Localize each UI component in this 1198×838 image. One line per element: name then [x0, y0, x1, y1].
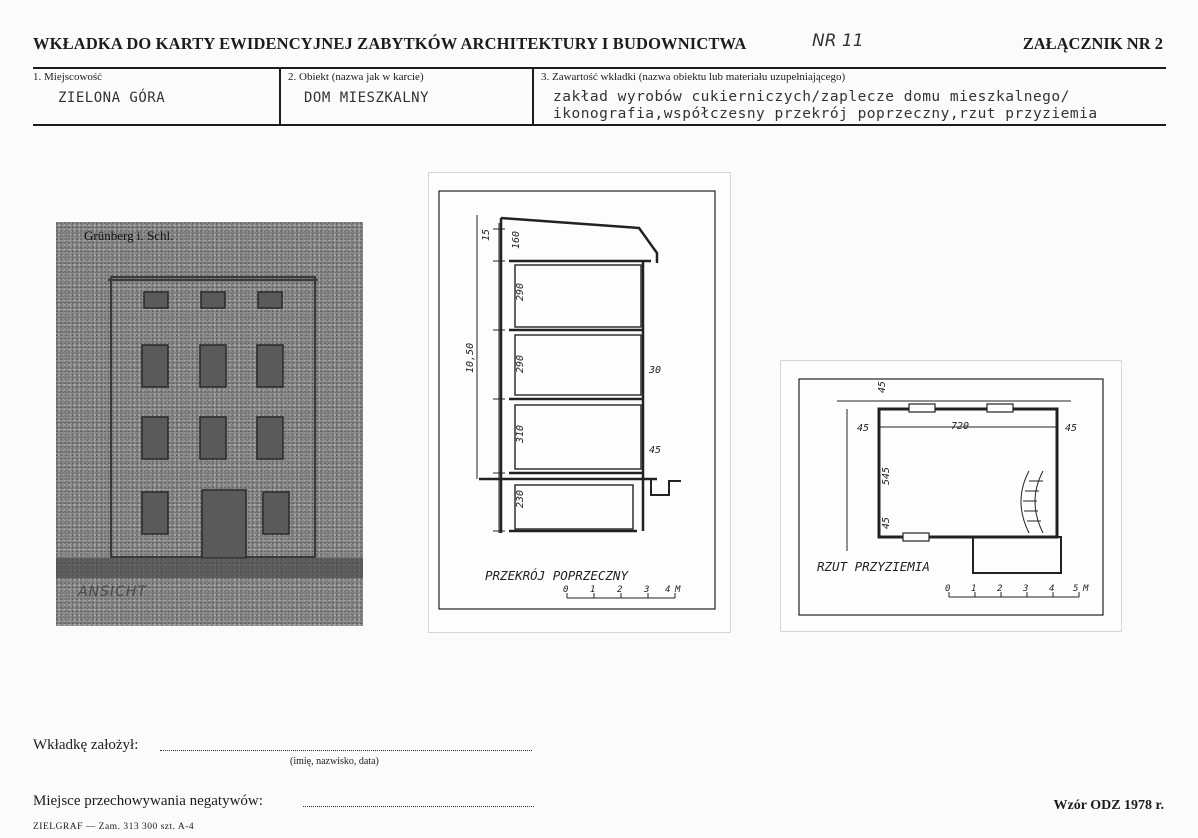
scale-3: 3 — [644, 585, 650, 595]
scale-0: 0 — [563, 585, 569, 595]
dim-30: 30 — [649, 365, 662, 376]
scale-unit: M — [675, 585, 681, 595]
window — [201, 292, 225, 308]
historic-photo — [56, 222, 363, 626]
created-by-hint: (imię, nazwisko, data) — [290, 756, 379, 767]
window — [200, 417, 226, 459]
printer-note: ZIELGRAF — Zam. 313 300 szt. A-4 — [33, 822, 195, 832]
handwritten-number: NR 11 — [812, 31, 864, 51]
dim-230: 230 — [515, 489, 526, 508]
ground-plan-drawing — [780, 360, 1122, 632]
created-by-label: Wkładkę założył: — [33, 737, 139, 753]
content-line-1: zakład wyrobów cukierniczych/zaplecze domu mieszkalnego/ — [553, 89, 1070, 105]
plan-scale-1: 1 — [971, 584, 977, 594]
object-label: 2. Obiekt (nazwa jak w karcie) — [288, 71, 424, 83]
window — [144, 292, 168, 308]
plan-scale-0: 0 — [945, 584, 951, 594]
header-rule-top — [33, 67, 1166, 69]
window — [257, 417, 283, 459]
plan-scale-2: 2 — [997, 584, 1003, 594]
dim-160: 160 — [511, 230, 522, 249]
negatives-storage-label: Miejsce przechowywania negatywów: — [33, 793, 263, 809]
plan-scale-5: 5 — [1073, 584, 1079, 594]
created-by-field[interactable] — [160, 750, 532, 751]
dim-45: 45 — [649, 445, 662, 456]
photo-caption: Grünberg i. Schl. — [84, 228, 174, 243]
dim-15: 15 — [481, 228, 492, 241]
plan-scale-4: 4 — [1049, 584, 1055, 594]
form-model: Wzór ODZ 1978 r. — [1053, 798, 1164, 813]
cross-section-lines — [429, 173, 730, 632]
cross-section-drawing — [428, 172, 731, 633]
form-title: WKŁADKA DO KARTY EWIDENCYJNEJ ZABYTKÓW ARCHITEKTURY I BUDOWNICTWA — [33, 34, 747, 53]
window — [263, 492, 289, 534]
locality-label: 1. Miejscowość — [33, 71, 103, 83]
attachment-number: ZAŁĄCZNIK NR 2 — [1022, 34, 1163, 53]
content-label: 3. Zawartość wkładki (nazwa obiektu lub materiału uzupełniającego) — [541, 71, 846, 83]
facade-drawing — [56, 222, 363, 626]
plan-dim-45-bottom: 45 — [881, 516, 892, 529]
scale-4: 4 — [665, 585, 671, 595]
dim-290-lower: 290 — [515, 354, 526, 373]
plan-dim-45-right: 45 — [1065, 423, 1078, 434]
plan-dim-545: 545 — [881, 466, 892, 485]
window — [257, 345, 283, 387]
plan-dim-45-top: 45 — [877, 380, 888, 393]
locality-value: ZIELONA GÓRA — [58, 90, 166, 106]
dim-290-upper: 290 — [515, 282, 526, 301]
plan-scale-3: 3 — [1023, 584, 1029, 594]
field-divider-2 — [532, 69, 534, 124]
window — [142, 492, 168, 534]
window — [258, 292, 282, 308]
window — [142, 345, 168, 387]
door — [202, 490, 246, 558]
negatives-storage-field[interactable] — [303, 806, 534, 807]
plan-scale-unit: M — [1083, 584, 1089, 594]
scale-2: 2 — [617, 585, 623, 595]
plan-dim-45-left: 45 — [857, 423, 870, 434]
dim-total-height: 10,50 — [465, 342, 476, 373]
object-value: DOM MIESZKALNY — [304, 90, 430, 106]
content-line-2: ikonografia,współczesny przekrój poprzeczny,rzut przyziemia — [553, 106, 1098, 122]
header-rule-bottom — [33, 124, 1166, 126]
photo-annotation: ANSICHT — [78, 584, 147, 600]
ground-plan-lines — [781, 361, 1121, 631]
field-divider-1 — [279, 69, 281, 124]
window — [200, 345, 226, 387]
scale-1: 1 — [590, 585, 596, 595]
section-caption: PRZEKRÓJ POPRZECZNY — [485, 568, 628, 583]
plan-caption: RZUT PRZYZIEMIA — [817, 559, 930, 574]
dim-310: 310 — [515, 424, 526, 443]
window — [142, 417, 168, 459]
plan-dim-720: 720 — [951, 421, 970, 432]
